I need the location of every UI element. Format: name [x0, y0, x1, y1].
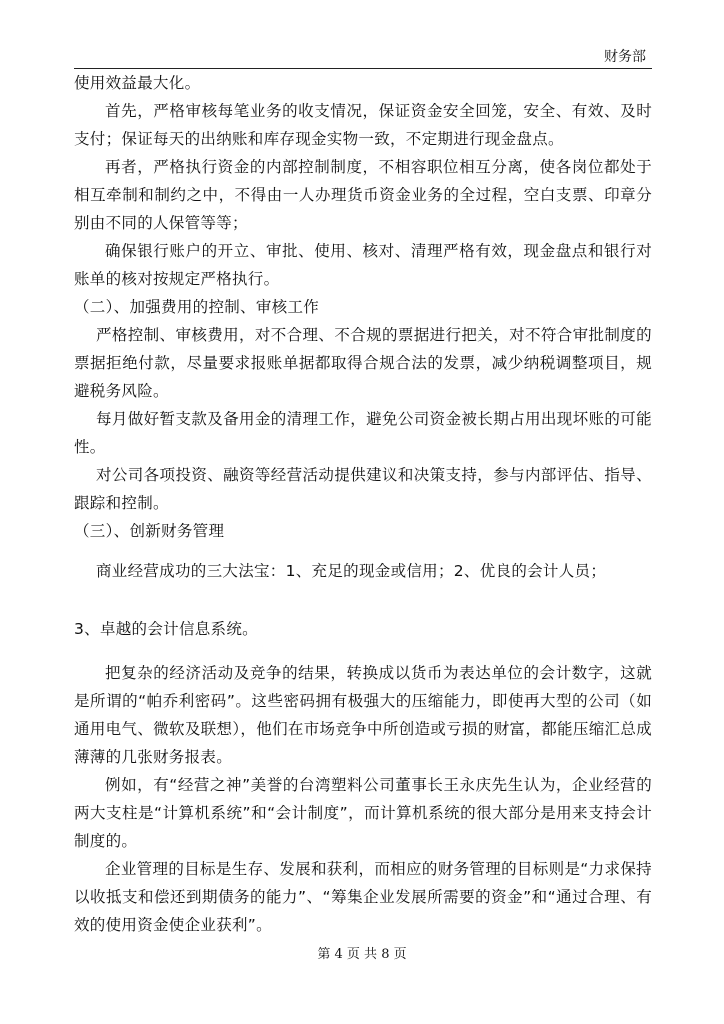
- section-heading-2: （二）、加强费用的控制、审核工作: [74, 298, 320, 316]
- paragraph-continuation: 使用效益最大化。: [74, 74, 201, 92]
- page-footer: 第 4 页 共 8 页: [317, 947, 407, 962]
- paragraph-three-keys-item3: 3、卓越的会计信息系统。: [74, 620, 258, 638]
- page-header: [74, 48, 652, 69]
- paragraph-management-goal: 企业管理的目标是生存、发展和获利，而相应的财务管理的目标则是“力求保持以收抵支和偿还到期债务的能力”、“筹集企业发展所需要的资金”和“通过合理、有效的使用资金使企业获利”。: [74, 860, 652, 934]
- paragraph-expense-control: 严格控制、审核费用，对不合理、不合规的票据进行把关，对不符合审批制度的票据拒绝付款，尽量要求报账单据都取得合规合法的发票，减少纳税调整项目，规避税务风险。: [74, 326, 652, 400]
- paragraph-pacioli-code: 把复杂的经济活动及竞争的结果，转换成以货币为表达单位的会计数字，这就是所谓的“帕乔利密码”。这些密码拥有极强大的压缩能力，即使再大型的公司（如通用电气、微软及联想），他们在市场竞争中所创造或亏损的财富，都能压缩汇总成薄薄的几张财务报表。: [74, 664, 652, 766]
- paragraph-advance-cleanup: 每月做好暂支款及备用金的清理工作，避免公司资金被长期占用出现坏账的可能性。: [74, 410, 652, 456]
- header-department: 财务部: [604, 49, 646, 65]
- paragraph-example: 例如，有“经营之神”美誉的台湾塑料公司董事长王永庆先生认为，企业经营的两大支柱是“计算机系统”和“会计制度”，而计算机系统的很大部分是用来支持会计制度的。: [74, 776, 652, 850]
- section-heading-3: （三）、创新财务管理: [74, 522, 225, 540]
- paragraph-three-keys: 商业经营成功的三大法宝：1、充足的现金或信用；2、优良的会计人员；: [96, 562, 607, 580]
- paragraph-first: 首先，严格审核每笔业务的收支情况，保证资金安全回笼，安全、有效、及时支付；保证每天的出纳账和库存现金实物一致，不定期进行现金盘点。: [74, 102, 652, 148]
- paragraph-investment-support: 对公司各项投资、融资等经营活动提供建议和决策支持，参与内部评估、指导、跟踪和控制。: [74, 466, 652, 512]
- paragraph-second: 再者，严格执行资金的内部控制制度，不相容职位相互分离，使各岗位都处于相互牵制和制约之中，不得由一人办理货币资金业务的全过程，空白支票、印章分别由不同的人保管等等；: [74, 158, 652, 232]
- paragraph-bank-accounts: 确保银行账户的开立、审批、使用、核对、清理严格有效，现金盘点和银行对账单的核对按规定严格执行。: [74, 242, 652, 288]
- document-body: [74, 69, 652, 939]
